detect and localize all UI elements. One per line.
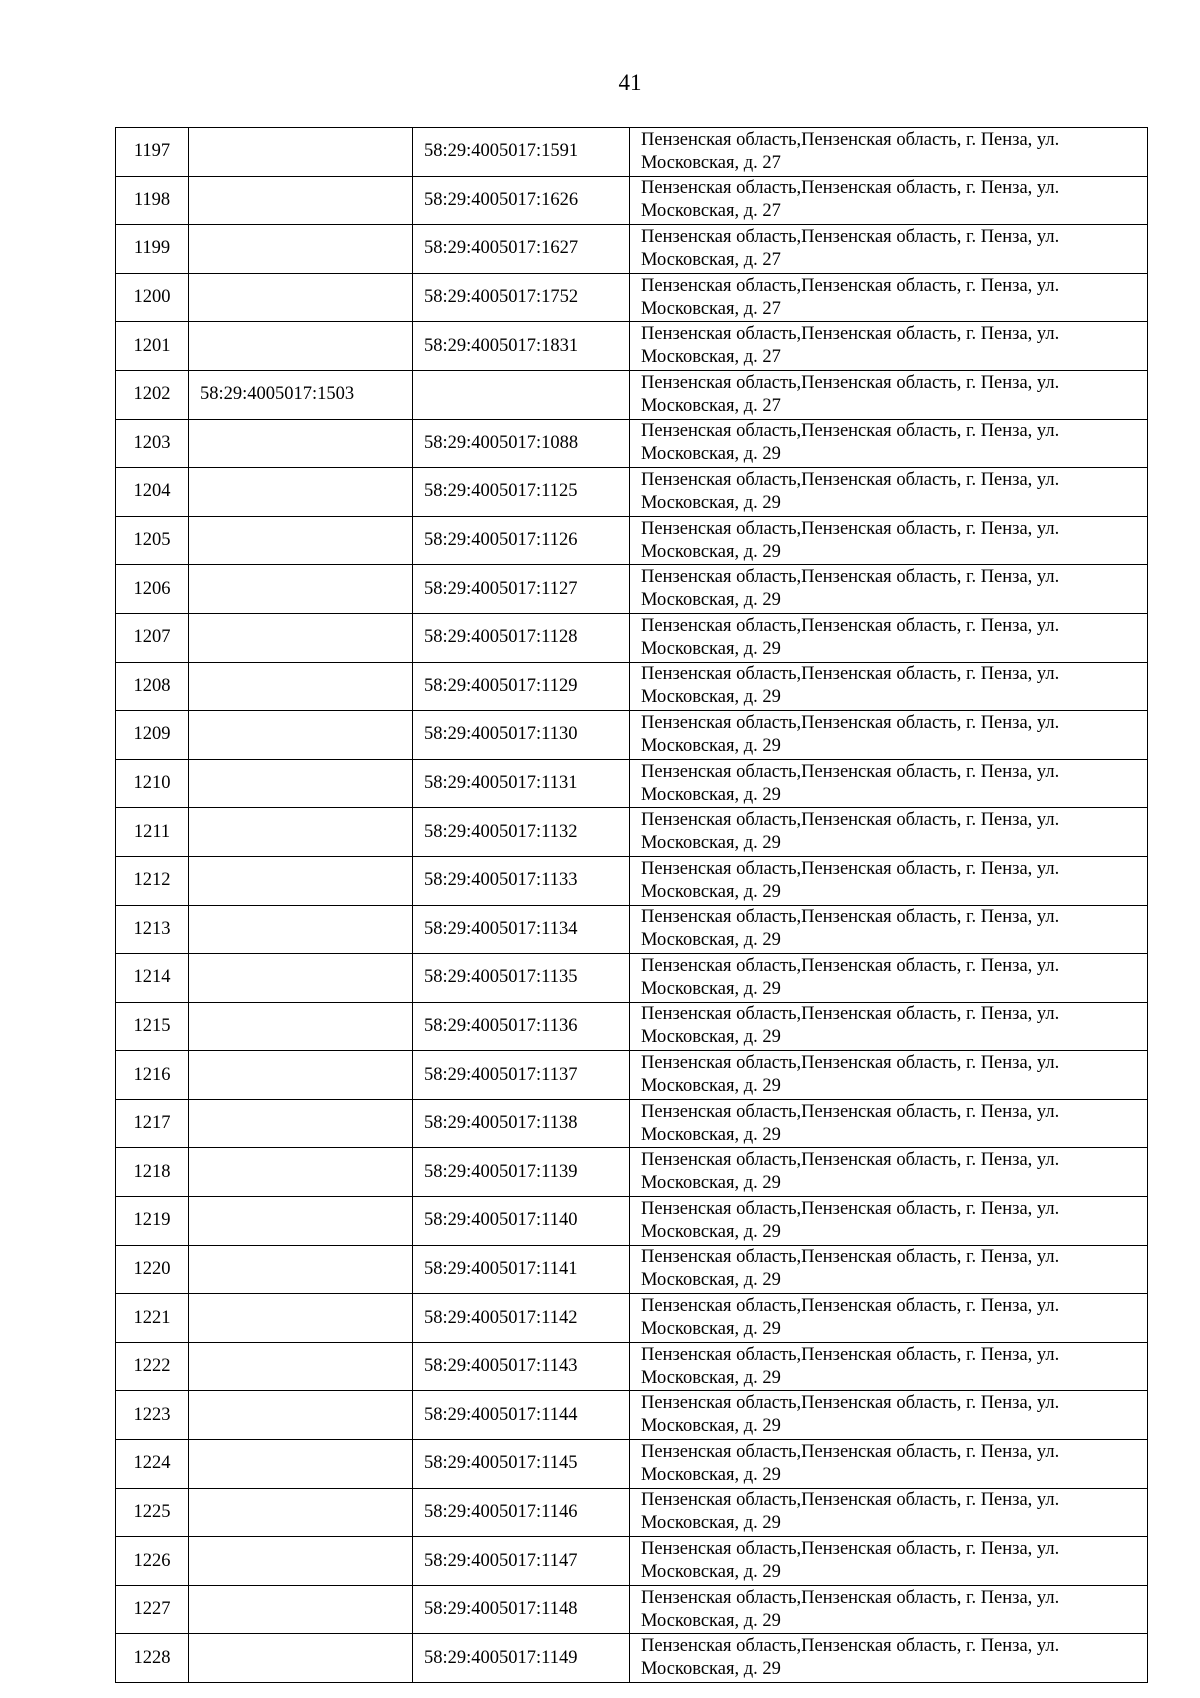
address-cell: Пензенская область,Пензенская область, г. Пенза, ул. Московская, д. 29 — [630, 419, 1148, 468]
cadastral-number-alt-cell: 58:29:4005017:1145 — [413, 1440, 630, 1489]
row-number-cell: 1212 — [116, 856, 189, 905]
cadastral-number-alt-cell: 58:29:4005017:1137 — [413, 1051, 630, 1100]
row-number-cell: 1203 — [116, 419, 189, 468]
cadastral-number-alt-cell: 58:29:4005017:1139 — [413, 1148, 630, 1197]
table-row — [116, 1245, 1148, 1294]
table-row — [116, 1342, 1148, 1391]
cadastral-number-alt-cell: 58:29:4005017:1147 — [413, 1537, 630, 1586]
cadastral-number-alt-cell: 58:29:4005017:1140 — [413, 1197, 630, 1246]
address-cell: Пензенская область,Пензенская область, г. Пенза, ул. Московская, д. 29 — [630, 1342, 1148, 1391]
cadastral-number-cell — [189, 1537, 413, 1586]
address-cell: Пензенская область,Пензенская область, г. Пенза, ул. Московская, д. 29 — [630, 1197, 1148, 1246]
cadastral-number-cell — [189, 1051, 413, 1100]
cadastral-number-alt-cell: 58:29:4005017:1149 — [413, 1634, 630, 1683]
cadastral-number-alt-cell: 58:29:4005017:1626 — [413, 176, 630, 225]
cadastral-number-cell — [189, 759, 413, 808]
cadastral-number-alt-cell: 58:29:4005017:1126 — [413, 516, 630, 565]
row-number-cell: 1211 — [116, 808, 189, 857]
cadastral-number-alt-cell: 58:29:4005017:1143 — [413, 1342, 630, 1391]
address-cell: Пензенская область,Пензенская область, г. Пенза, ул. Московская, д. 29 — [630, 1440, 1148, 1489]
cadastral-number-cell — [189, 1342, 413, 1391]
cadastral-number-alt-cell: 58:29:4005017:1088 — [413, 419, 630, 468]
table-row — [116, 1391, 1148, 1440]
table-row — [116, 1197, 1148, 1246]
table-row — [116, 1002, 1148, 1051]
table-row — [116, 856, 1148, 905]
row-number-cell: 1202 — [116, 370, 189, 419]
table-row — [116, 954, 1148, 1003]
table-row — [116, 128, 1148, 177]
cadastral-number-cell — [189, 1148, 413, 1197]
cadastral-number-cell — [189, 905, 413, 954]
row-number-cell: 1204 — [116, 468, 189, 517]
address-cell: Пензенская область,Пензенская область, г. Пенза, ул. Московская, д. 29 — [630, 1148, 1148, 1197]
cadastral-number-cell — [189, 1245, 413, 1294]
cadastral-number-cell — [189, 662, 413, 711]
address-cell: Пензенская область,Пензенская область, г. Пенза, ул. Московская, д. 29 — [630, 662, 1148, 711]
cadastral-number-alt-cell: 58:29:4005017:1148 — [413, 1585, 630, 1634]
cadastral-number-alt-cell: 58:29:4005017:1627 — [413, 225, 630, 274]
row-number-cell: 1207 — [116, 613, 189, 662]
cadastral-number-cell — [189, 516, 413, 565]
table-row — [116, 419, 1148, 468]
table-row — [116, 1585, 1148, 1634]
address-cell: Пензенская область,Пензенская область, г. Пенза, ул. Московская, д. 29 — [630, 1391, 1148, 1440]
cadastral-number-alt-cell: 58:29:4005017:1142 — [413, 1294, 630, 1343]
table-row — [116, 1051, 1148, 1100]
cadastral-number-alt-cell: 58:29:4005017:1141 — [413, 1245, 630, 1294]
row-number-cell: 1201 — [116, 322, 189, 371]
cadastral-number-cell — [189, 954, 413, 1003]
cadastral-number-alt-cell: 58:29:4005017:1127 — [413, 565, 630, 614]
address-cell: Пензенская область,Пензенская область, г. Пенза, ул. Московская, д. 29 — [630, 565, 1148, 614]
cadastral-number-cell: 58:29:4005017:1503 — [189, 370, 413, 419]
address-cell: Пензенская область,Пензенская область, г. Пенза, ул. Московская, д. 29 — [630, 1099, 1148, 1148]
address-cell: Пензенская область,Пензенская область, г. Пенза, ул. Московская, д. 29 — [630, 1634, 1148, 1683]
cadastral-number-cell — [189, 1002, 413, 1051]
cadastral-number-alt-cell: 58:29:4005017:1131 — [413, 759, 630, 808]
table-row — [116, 370, 1148, 419]
table-row — [116, 905, 1148, 954]
cadastral-number-cell — [189, 1197, 413, 1246]
address-cell: Пензенская область,Пензенская область, г. Пенза, ул. Московская, д. 29 — [630, 1488, 1148, 1537]
address-cell: Пензенская область,Пензенская область, г. Пенза, ул. Московская, д. 29 — [630, 613, 1148, 662]
table-row — [116, 1294, 1148, 1343]
row-number-cell: 1197 — [116, 128, 189, 177]
table-row — [116, 516, 1148, 565]
address-cell: Пензенская область,Пензенская область, г. Пенза, ул. Московская, д. 29 — [630, 905, 1148, 954]
row-number-cell: 1214 — [116, 954, 189, 1003]
cadastral-number-alt-cell: 58:29:4005017:1125 — [413, 468, 630, 517]
cadastral-number-cell — [189, 468, 413, 517]
cadastral-number-cell — [189, 1488, 413, 1537]
row-number-cell: 1198 — [116, 176, 189, 225]
table-row — [116, 613, 1148, 662]
address-cell: Пензенская область,Пензенская область, г. Пенза, ул. Московская, д. 29 — [630, 856, 1148, 905]
address-cell: Пензенская область,Пензенская область, г. Пенза, ул. Московская, д. 29 — [630, 516, 1148, 565]
cadastral-number-cell — [189, 1634, 413, 1683]
cadastral-number-alt-cell: 58:29:4005017:1132 — [413, 808, 630, 857]
table-row — [116, 1099, 1148, 1148]
address-cell: Пензенская область,Пензенская область, г. Пенза, ул. Московская, д. 29 — [630, 711, 1148, 760]
row-number-cell: 1213 — [116, 905, 189, 954]
row-number-cell: 1221 — [116, 1294, 189, 1343]
row-number-cell: 1226 — [116, 1537, 189, 1586]
cadastral-number-alt-cell: 58:29:4005017:1752 — [413, 273, 630, 322]
table-row — [116, 1537, 1148, 1586]
cadastral-number-cell — [189, 1391, 413, 1440]
cadastral-number-cell — [189, 1440, 413, 1489]
row-number-cell: 1223 — [116, 1391, 189, 1440]
cadastral-number-cell — [189, 808, 413, 857]
table-row — [116, 176, 1148, 225]
address-cell: Пензенская область,Пензенская область, г. Пенза, ул. Московская, д. 27 — [630, 322, 1148, 371]
table-row — [116, 322, 1148, 371]
address-cell: Пензенская область,Пензенская область, г. Пенза, ул. Московская, д. 27 — [630, 176, 1148, 225]
cadastral-number-cell — [189, 711, 413, 760]
cadastral-number-alt-cell: 58:29:4005017:1146 — [413, 1488, 630, 1537]
cadastral-number-alt-cell: 58:29:4005017:1831 — [413, 322, 630, 371]
cadastral-number-cell — [189, 1294, 413, 1343]
row-number-cell: 1206 — [116, 565, 189, 614]
cadastral-number-alt-cell: 58:29:4005017:1138 — [413, 1099, 630, 1148]
address-cell: Пензенская область,Пензенская область, г. Пенза, ул. Московская, д. 29 — [630, 808, 1148, 857]
cadastral-number-cell — [189, 1099, 413, 1148]
row-number-cell: 1200 — [116, 273, 189, 322]
table-row — [116, 1634, 1148, 1683]
row-number-cell: 1222 — [116, 1342, 189, 1391]
cadastral-number-alt-cell: 58:29:4005017:1136 — [413, 1002, 630, 1051]
table-body — [116, 128, 1148, 1683]
row-number-cell: 1216 — [116, 1051, 189, 1100]
row-number-cell: 1225 — [116, 1488, 189, 1537]
cadastral-number-alt-cell: 58:29:4005017:1133 — [413, 856, 630, 905]
table-row — [116, 225, 1148, 274]
cadastral-number-cell — [189, 419, 413, 468]
cadastral-number-cell — [189, 565, 413, 614]
cadastral-number-cell — [189, 856, 413, 905]
page-number: 41 — [618, 70, 642, 95]
row-number-cell: 1210 — [116, 759, 189, 808]
cadastral-number-cell — [189, 128, 413, 177]
address-cell: Пензенская область,Пензенская область, г. Пенза, ул. Московская, д. 29 — [630, 468, 1148, 517]
table-row — [116, 1440, 1148, 1489]
row-number-cell: 1209 — [116, 711, 189, 760]
row-number-cell: 1208 — [116, 662, 189, 711]
cadastral-number-cell — [189, 322, 413, 371]
table-row — [116, 468, 1148, 517]
row-number-cell: 1215 — [116, 1002, 189, 1051]
cadastral-number-cell — [189, 273, 413, 322]
cadastral-number-alt-cell — [413, 370, 630, 419]
address-cell: Пензенская область,Пензенская область, г. Пенза, ул. Московская, д. 29 — [630, 759, 1148, 808]
address-cell: Пензенская область,Пензенская область, г. Пенза, ул. Московская, д. 29 — [630, 954, 1148, 1003]
row-number-cell: 1205 — [116, 516, 189, 565]
cadastral-number-alt-cell: 58:29:4005017:1129 — [413, 662, 630, 711]
cadastral-number-alt-cell: 58:29:4005017:1134 — [413, 905, 630, 954]
cadastral-number-alt-cell: 58:29:4005017:1135 — [413, 954, 630, 1003]
table-row — [116, 808, 1148, 857]
table-row — [116, 1148, 1148, 1197]
row-number-cell: 1220 — [116, 1245, 189, 1294]
address-cell: Пензенская область,Пензенская область, г. Пенза, ул. Московская, д. 27 — [630, 370, 1148, 419]
row-number-cell: 1217 — [116, 1099, 189, 1148]
cadastral-number-alt-cell: 58:29:4005017:1591 — [413, 128, 630, 177]
registry-table — [115, 127, 1148, 1683]
cadastral-number-cell — [189, 613, 413, 662]
cadastral-number-alt-cell: 58:29:4005017:1128 — [413, 613, 630, 662]
table-row — [116, 759, 1148, 808]
cadastral-number-cell — [189, 1585, 413, 1634]
cadastral-number-cell — [189, 225, 413, 274]
address-cell: Пензенская область,Пензенская область, г. Пенза, ул. Московская, д. 29 — [630, 1294, 1148, 1343]
table-row — [116, 711, 1148, 760]
row-number-cell: 1218 — [116, 1148, 189, 1197]
address-cell: Пензенская область,Пензенская область, г. Пенза, ул. Московская, д. 27 — [630, 128, 1148, 177]
table-row — [116, 662, 1148, 711]
address-cell: Пензенская область,Пензенская область, г. Пенза, ул. Московская, д. 27 — [630, 225, 1148, 274]
row-number-cell: 1199 — [116, 225, 189, 274]
cadastral-number-cell — [189, 176, 413, 225]
row-number-cell: 1224 — [116, 1440, 189, 1489]
address-cell: Пензенская область,Пензенская область, г. Пенза, ул. Московская, д. 27 — [630, 273, 1148, 322]
cadastral-number-alt-cell: 58:29:4005017:1144 — [413, 1391, 630, 1440]
address-cell: Пензенская область,Пензенская область, г. Пенза, ул. Московская, д. 29 — [630, 1051, 1148, 1100]
row-number-cell: 1219 — [116, 1197, 189, 1246]
row-number-cell: 1227 — [116, 1585, 189, 1634]
address-cell: Пензенская область,Пензенская область, г. Пенза, ул. Московская, д. 29 — [630, 1585, 1148, 1634]
table-row — [116, 565, 1148, 614]
table-row — [116, 1488, 1148, 1537]
row-number-cell: 1228 — [116, 1634, 189, 1683]
table-row — [116, 273, 1148, 322]
address-cell: Пензенская область,Пензенская область, г. Пенза, ул. Московская, д. 29 — [630, 1537, 1148, 1586]
address-cell: Пензенская область,Пензенская область, г. Пенза, ул. Московская, д. 29 — [630, 1245, 1148, 1294]
cadastral-number-alt-cell: 58:29:4005017:1130 — [413, 711, 630, 760]
address-cell: Пензенская область,Пензенская область, г. Пенза, ул. Московская, д. 29 — [630, 1002, 1148, 1051]
